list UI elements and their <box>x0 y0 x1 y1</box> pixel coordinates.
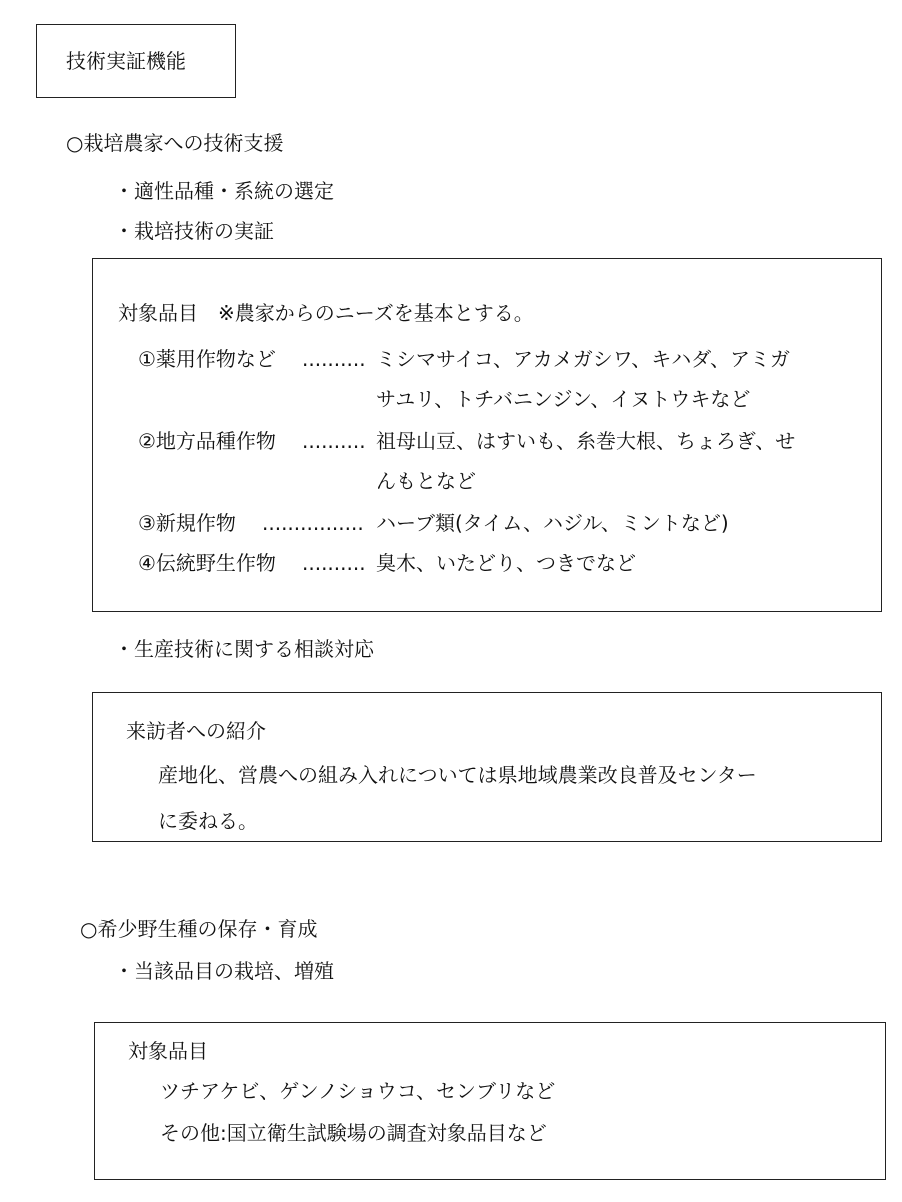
section1-bullet-1: ・適性品種・系統の選定 <box>114 179 334 203</box>
visitor-referral-line-1: 産地化、営農への組み入れについては県地域農業改良普及センター <box>158 763 757 787</box>
section1-heading: ○栽培農家への技術支援 <box>66 131 284 155</box>
rare-species-line-1: ツチアケビ、ゲンノショウコ、センブリなど <box>160 1079 556 1103</box>
visitor-referral-label: 来訪者への紹介 <box>126 719 266 743</box>
item-3-desc: ハーブ類(タイム、ハジル、ミントなど) <box>376 511 729 535</box>
item-2-name: ②地方品種作物 <box>138 429 276 453</box>
item-2-desc-cont: んもとなど <box>376 469 476 493</box>
page-title: 技術実証機能 <box>66 49 186 73</box>
rare-species-label: 対象品目 <box>128 1039 208 1063</box>
item-3-dots: ................ <box>262 511 364 535</box>
item-4-name: ④伝統野生作物 <box>138 551 276 575</box>
item-2-dots: .......... <box>302 429 366 453</box>
item-1-name: ①薬用作物など <box>138 347 276 371</box>
item-3-name: ③新規作物 <box>138 511 236 535</box>
rare-species-line-2: その他:国立衛生試験場の調査対象品目など <box>160 1121 547 1145</box>
item-1-desc-cont: サユリ、トチバニンジン、イヌトウキなど <box>376 387 751 411</box>
item-2-desc: 祖母山豆、はすいも、糸巻大根、ちょろぎ、せ <box>376 429 796 453</box>
item-4-desc: 臭木、いたどり、つきでなど <box>376 551 636 575</box>
item-1-dots: .......... <box>302 347 366 371</box>
section1-bullet-2: ・栽培技術の実証 <box>114 219 274 243</box>
visitor-referral-line-2: に委ねる。 <box>158 809 258 833</box>
section2-bullet: ・当該品目の栽培、増殖 <box>114 959 334 983</box>
item-4-dots: .......... <box>302 551 366 575</box>
target-items-label: 対象品目 ※農家からのニーズを基本とする。 <box>118 301 534 325</box>
item-1-desc: ミシマサイコ、アカメガシワ、キハダ、アミガ <box>376 347 790 371</box>
section1-bullet-3: ・生産技術に関する相談対応 <box>114 637 374 661</box>
section2-heading: ○希少野生種の保存・育成 <box>80 917 318 941</box>
